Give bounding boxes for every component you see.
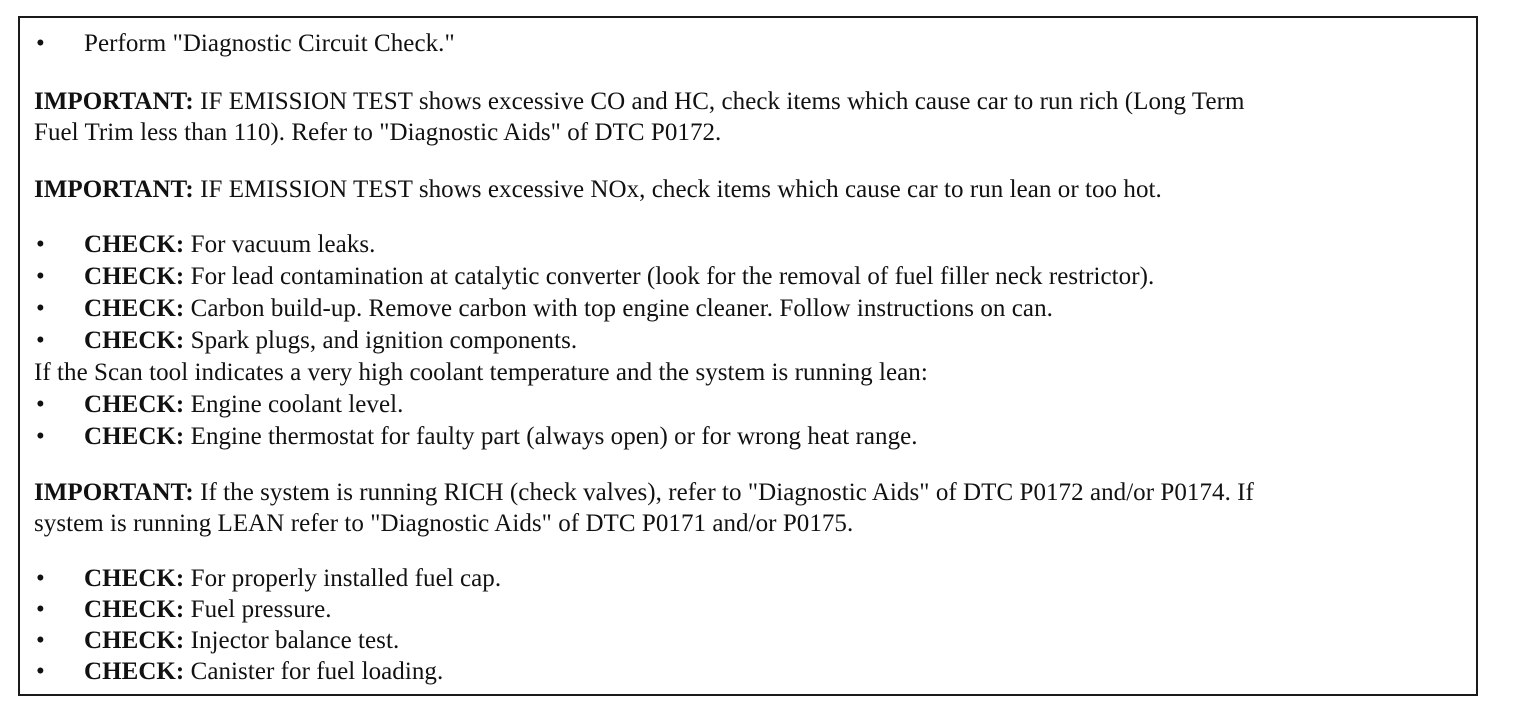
- check-label: CHECK:: [84, 231, 185, 258]
- important-note-1-line-1: [34, 87, 1245, 117]
- check-text: Engine thermostat for faulty part (always open) or for wrong heat range.: [190, 423, 918, 450]
- check-label: CHECK:: [84, 658, 185, 685]
- bullet: •: [36, 627, 45, 654]
- bullet: •: [36, 30, 45, 57]
- important-note-3-line-2: [34, 509, 853, 539]
- bullet: •: [36, 565, 45, 592]
- important-text: If the system is running RICH (check valves), refer to "Diagnostic Aids" of DTC P0172 and/or P0174. If: [200, 479, 1254, 506]
- check-label: CHECK:: [84, 295, 185, 322]
- bullet: •: [36, 596, 45, 623]
- bullet: •: [36, 391, 45, 418]
- important-text: IF EMISSION TEST shows excessive NOx, check items which cause car to run lean or too hot.: [200, 176, 1162, 203]
- bullet: •: [36, 327, 45, 354]
- bullet: •: [36, 231, 45, 258]
- check-label: CHECK:: [84, 423, 185, 450]
- check-text: Engine coolant level.: [190, 391, 404, 418]
- important-text: system is running LEAN refer to "Diagnostic Aids" of DTC P0171 and/or P0175.: [34, 510, 854, 537]
- check-label: CHECK:: [84, 327, 185, 354]
- check-text: Fuel pressure.: [190, 596, 332, 623]
- check-text: Carbon build-up. Remove carbon with top engine cleaner. Follow instructions on can.: [190, 295, 1053, 322]
- check-label: CHECK:: [84, 391, 185, 418]
- check-item: [34, 230, 375, 260]
- check-item: [34, 326, 577, 356]
- check-label: CHECK:: [84, 627, 185, 654]
- diagnostic-instructions-box: [18, 16, 1478, 696]
- check-label: CHECK:: [84, 596, 185, 623]
- check-text: Spark plugs, and ignition components.: [190, 327, 578, 354]
- check-item: [34, 262, 1154, 292]
- check-item: [34, 390, 403, 420]
- bullet: •: [36, 295, 45, 322]
- check-item: [34, 564, 501, 594]
- check-text: For properly installed fuel cap.: [190, 565, 502, 592]
- intro-item: [34, 29, 455, 59]
- check-text: For lead contamination at catalytic converter (look for the removal of fuel filler neck restrictor).: [190, 263, 1155, 290]
- check-item: [34, 657, 443, 687]
- important-label: IMPORTANT:: [34, 479, 194, 506]
- scan-tool-note: [34, 358, 928, 388]
- check-text: For vacuum leaks.: [190, 231, 376, 258]
- intro-text: Perform "Diagnostic Circuit Check.": [84, 30, 455, 57]
- check-label: CHECK:: [84, 263, 185, 290]
- bullet: •: [36, 423, 45, 450]
- important-label: IMPORTANT:: [34, 88, 194, 115]
- important-note-1-line-2: [34, 118, 721, 148]
- check-label: CHECK:: [84, 565, 185, 592]
- scan-note-text: If the Scan tool indicates a very high coolant temperature and the system is running lean:: [34, 359, 928, 386]
- check-item: [34, 294, 1053, 324]
- important-text: IF EMISSION TEST shows excessive CO and HC, check items which cause car to run rich (Long Term: [200, 88, 1245, 115]
- check-text: Canister for fuel loading.: [190, 658, 444, 685]
- check-item: [34, 595, 332, 625]
- check-item: [34, 626, 399, 656]
- important-label: IMPORTANT:: [34, 176, 194, 203]
- important-note-3-line-1: [34, 478, 1254, 508]
- important-note-2: [34, 175, 1162, 205]
- check-text: Injector balance test.: [190, 627, 400, 654]
- bullet: •: [36, 263, 45, 290]
- bullet: •: [36, 658, 45, 685]
- important-text: Fuel Trim less than 110). Refer to "Diagnostic Aids" of DTC P0172.: [34, 119, 722, 146]
- check-item: [34, 422, 918, 452]
